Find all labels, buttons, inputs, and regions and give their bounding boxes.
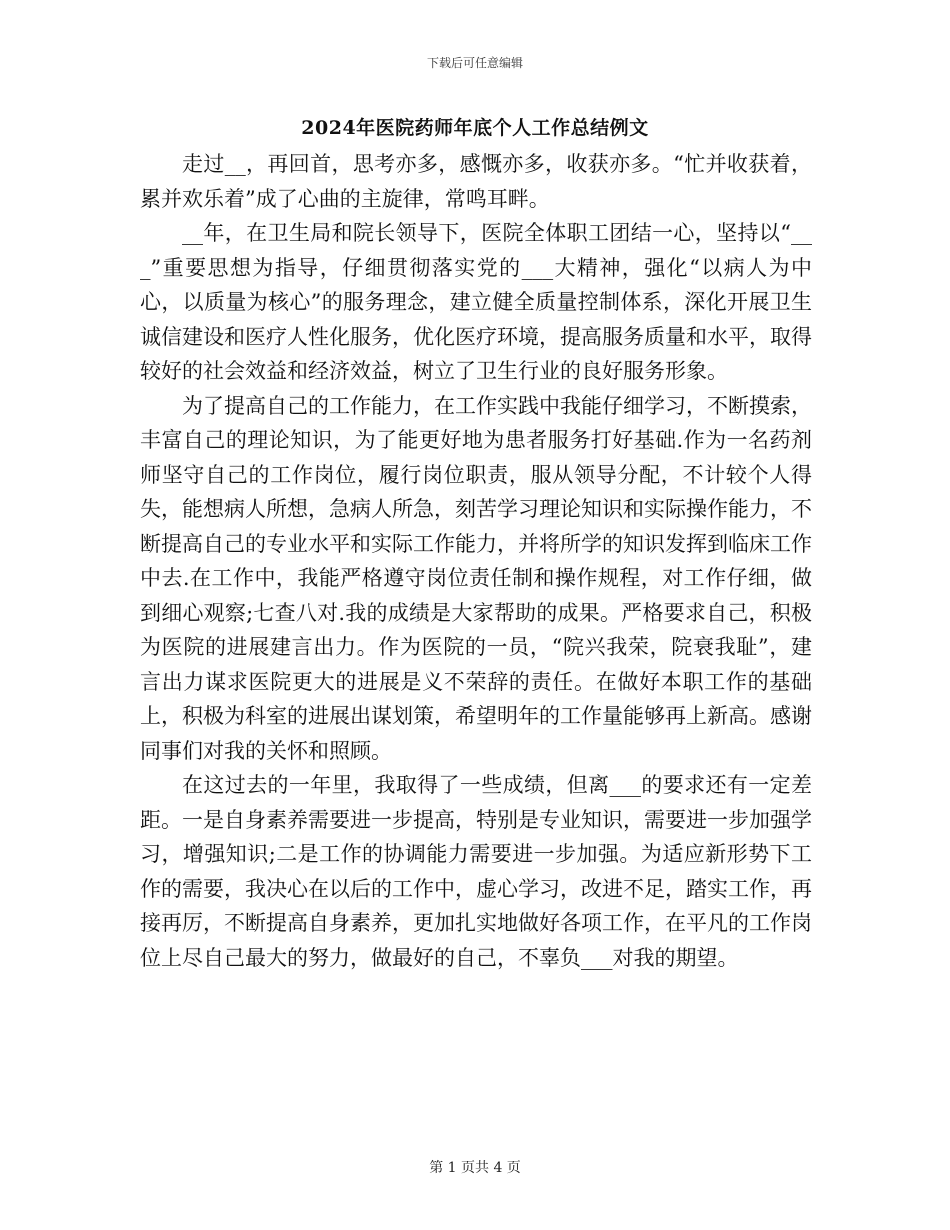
paragraph-4: 在这过去的一年里，我取得了一些成绩，但离___的要求还有一定差距。一是自身素养需要进一步提高，特别是专业知识，需要进一步加强学习，增强知识;二是工作的协调能力需要进一步加强。为适应新形势下工作的需要，我决心在以后的工作中，虚心学习，改进不足，踏实工作，再接再厉，不断提高自身素养，更加扎实地做好各项工作，在平凡的工作岗位上尽自己最大的努力，做最好的自己，不辜负___对我的期望。 [140,773,812,970]
header-note: 下载后可任意编辑 [426,56,523,70]
paragraph-1: 走过__，再回首，思考亦多，感慨亦多，收获亦多。“忙并收获着，累并欢乐着”成了心曲的主旋律，常鸣耳畔。 [140,152,812,211]
paragraph-2: __年，在卫生局和院长领导下，医院全体职工团结一心，坚持以“___”重要思想为指导，仔细贯彻落实党的___大精神，强化“以病人为中心，以质量为核心”的服务理念，建立健全质量控制体系，深化开展卫生诚信建设和医疗人性化服务，优化医疗环境，提高服务质量和水平，取得较好的社会效益和经济效益，树立了卫生行业的良好服务形象。 [140,221,812,383]
document-title: 2024年医院药师年底个人工作总结例文 [301,117,649,139]
paragraph-3: 为了提高自己的工作能力，在工作实践中我能仔细学习，不断摸索，丰富自己的理论知识，为了能更好地为患者服务打好基础.作为一名药剂师坚守自己的工作岗位，履行岗位职责，服从领导分配，不计较个人得失，能想病人所想，急病人所急，刻苦学习理论知识和实际操作能力，不断提高自己的专业水平和实际工作能力，并将所学的知识发挥到临床工作中去.在工作中，我能严格遵守岗位责任制和操作规程，对工作仔细，做到细心观察;七查八对.我的成绩是大家帮助的成果。严格要求自己，积极为医院的进展建言出力。作为医院的一员，“院兴我荣，院衰我耻”，建言出力谋求医院更大的进展是义不荣辞的责任。在做好本职工作的基础上，积极为科室的进展出谋划策，希望明年的工作量能够再上新高。感谢同事们对我的关怀和照顾。 [140,393,812,763]
document-body [140,147,812,975]
page-number-footer: 第 1 页共 4 页 [429,1160,521,1176]
